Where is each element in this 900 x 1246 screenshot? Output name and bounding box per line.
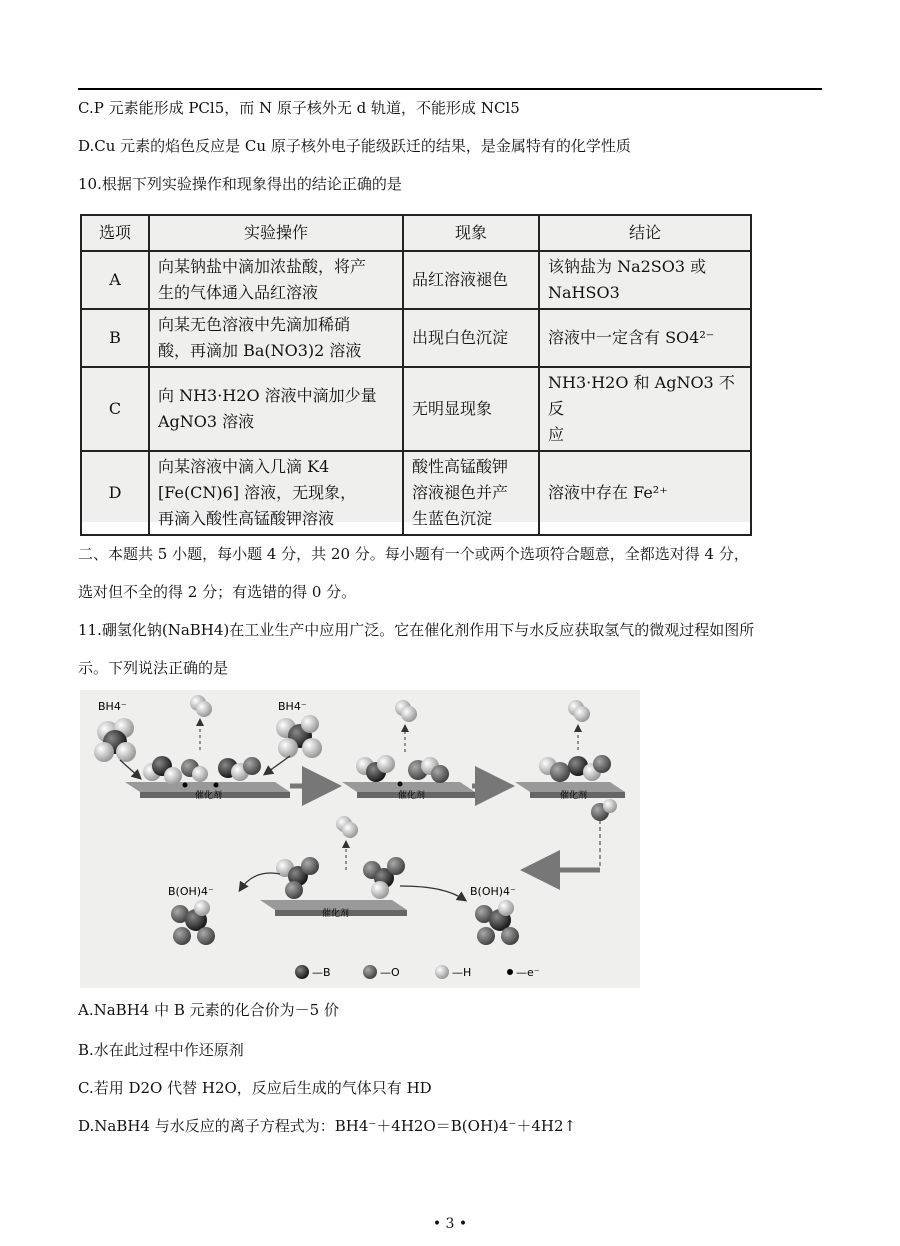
row-conclusion: 该钠盐为 Na2SO3 或 NaHSO3 [539,251,751,309]
question-11-option-b: B.水在此过程中作还原剂 [78,1041,244,1059]
h2-molecule-icon [336,816,358,838]
question-11-line1: 11.硼氢化钠(NaBH4)在工业生产中应用广泛。它在催化剂作用下与水反应获取氢气的微观过程如图所 [78,621,755,639]
row-conclusion: 溶液中存在 Fe²⁺ [539,451,751,535]
boh4-label-2: B(OH)4⁻ [470,885,516,898]
row-option: D [81,451,149,535]
section-2-instructions-1: 二、本题共 5 小题，每小题 4 分，共 20 分。每小题有一个或两个选项符合题意，全都选对得 4 分， [78,545,749,563]
section-2-instructions-2: 选对但不全的得 2 分；有选错的得 0 分。 [78,583,357,601]
row-phenomenon: 酸性高锰酸钾 溶液褪色并产 生蓝色沉淀 [403,451,539,535]
row-option: C [81,367,149,451]
svg-text:—O: —O [380,966,400,979]
header-operation: 实验操作 [149,215,403,251]
header-option: 选项 [81,215,149,251]
bh4-molecule-icon [94,718,136,762]
table-header-row [81,215,751,251]
boh4-molecule-icon [171,900,215,945]
boh4-molecule-icon [475,900,519,945]
header-rule [78,88,822,90]
svg-text:—e⁻: —e⁻ [516,966,540,979]
catalyst-plate-2 [342,782,475,801]
adsorbed-molecules-3 [539,755,611,782]
table-row [81,309,751,367]
water-molecule-icon [591,799,617,821]
svg-text:催化剂: 催化剂 [322,909,350,919]
boron-legend-icon [295,965,309,979]
electron-legend-icon [507,969,513,975]
question-11-option-a: A.NaBH4 中 B 元素的化合价为－5 价 [78,1001,339,1019]
adsorbed-molecules-4 [276,857,405,899]
svg-text:—H: —H [452,966,472,979]
row-option: B [81,309,149,367]
question-11-option-c: C.若用 D2O 代替 H2O，反应后生成的气体只有 HD [78,1079,432,1097]
header-phenomenon: 现象 [403,215,539,251]
svg-text:催化剂: 催化剂 [398,791,426,801]
question-11-line2: 示。下列说法正确的是 [78,659,229,677]
row-phenomenon: 出现白色沉淀 [403,309,539,367]
h2-molecule-icon [190,695,212,717]
table-row [81,251,751,309]
adsorbed-molecules-2 [356,755,449,787]
reaction-mechanism-figure [80,690,640,988]
row-phenomenon: 品红溶液褪色 [403,251,539,309]
bh4-label-2: BH4⁻ [278,700,307,713]
figure-legend [295,965,540,979]
svg-text:催化剂: 催化剂 [195,791,223,801]
question-11-option-d: D.NaBH4 与水反应的离子方程式为：BH4⁻＋4H2O＝B(OH)4⁻＋4H2↑ [78,1117,577,1135]
row-conclusion: 溶液中一定含有 SO4²⁻ [539,309,751,367]
h2-molecule-icon [568,700,590,722]
bh4-molecule-icon [276,715,322,758]
row-conclusion: NH3·H2O 和 AgNO3 不反 应 [539,367,751,451]
bh4-label-1: BH4⁻ [98,700,127,713]
option-d-prev: D.Cu 元素的焰色反应是 Cu 原子核外电子能级跃迁的结果，是金属特有的化学性质 [78,137,631,155]
row-option: A [81,251,149,309]
page-number: • 3 • [432,1216,468,1232]
question-10: 10.根据下列实验操作和现象得出的结论正确的是 [78,175,402,193]
catalyst-plate-4 [260,900,407,919]
boh4-label-1: B(OH)4⁻ [168,885,214,898]
svg-text:催化剂: 催化剂 [560,791,588,801]
catalyst-plate-1 [125,782,290,801]
option-c-prev: C.P 元素能形成 PCl5，而 N 原子核外无 d 轨道，不能形成 NCl5 [78,99,520,117]
row-operation: 向 NH3·H2O 溶液中滴加少量 AgNO3 溶液 [149,367,403,451]
oxygen-legend-icon [363,965,377,979]
row-operation: 向某无色溶液中先滴加稀硝 酸，再滴加 Ba(NO3)2 溶液 [149,309,403,367]
header-conclusion: 结论 [539,215,751,251]
row-operation: 向某钠盐中滴加浓盐酸，将产 生的气体通入品红溶液 [149,251,403,309]
experiment-table [80,214,752,528]
row-phenomenon: 无明显现象 [403,367,539,451]
hydrogen-legend-icon [435,965,449,979]
svg-text:—B: —B [312,966,331,979]
h2-molecule-icon [395,700,417,722]
table-row [81,451,751,535]
row-operation: 向某溶液中滴入几滴 K4 [Fe(CN)6] 溶液，无现象， 再滴入酸性高锰酸钾溶液 [149,451,403,535]
catalyst-plate-3 [515,782,625,801]
table-row [81,367,751,451]
